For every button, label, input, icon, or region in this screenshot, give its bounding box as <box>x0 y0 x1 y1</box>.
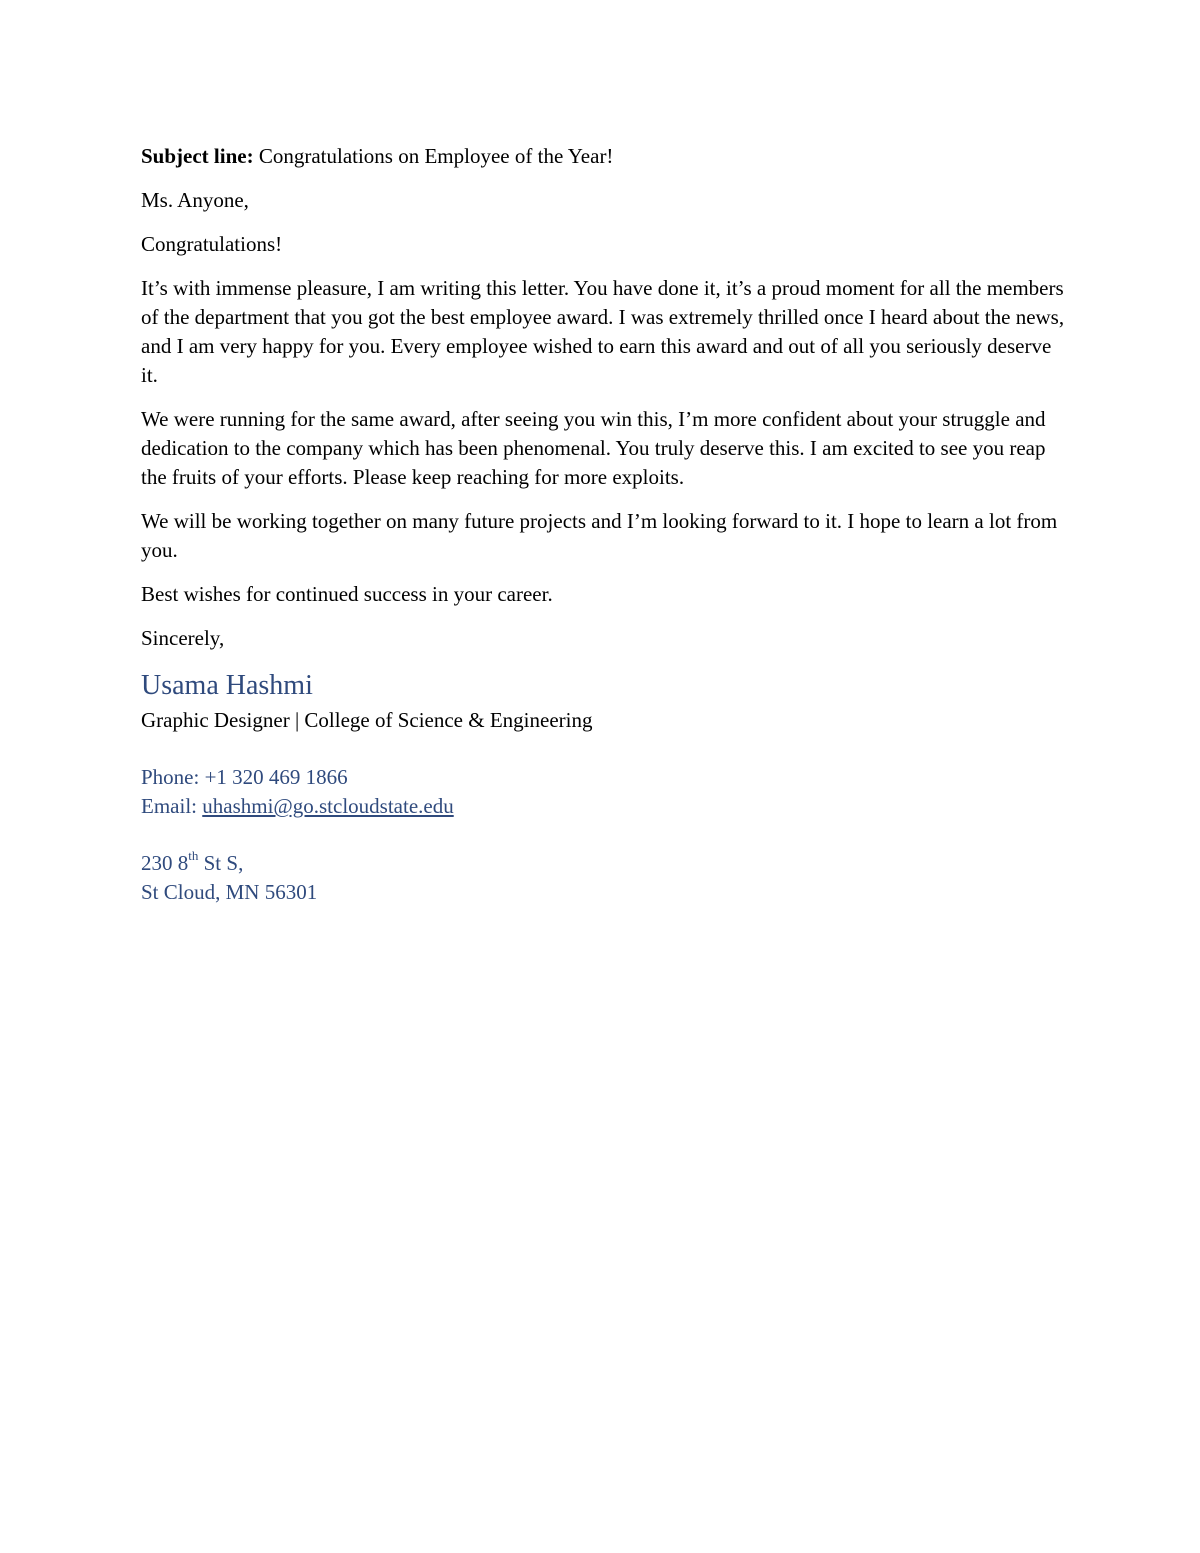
phone-line <box>141 763 1071 792</box>
email-label: Email: <box>141 794 203 818</box>
email-line <box>141 792 1071 821</box>
contact-block <box>141 763 1071 821</box>
phone-label: Phone: <box>141 765 205 789</box>
subject-text: Congratulations on Employee of the Year! <box>253 144 614 168</box>
address-block <box>141 849 1071 907</box>
salutation: Ms. Anyone, <box>141 188 249 212</box>
paragraph-2: We were running for the same award, after seeing you win this, I’m more confident about your struggle and dedication to the company which has been phenomenal. You truly deserve this. I am excited to see you reap the fruits of your efforts. Please keep reaching for more exploits. <box>141 407 1046 489</box>
address-city: St Cloud, MN 56301 <box>141 880 318 904</box>
address-ordinal-suffix: th <box>188 848 199 863</box>
subject-label: Subject line: <box>141 144 254 168</box>
subject-line <box>141 142 1071 171</box>
signature-title: Graphic Designer | College of Science & Engineering <box>141 708 593 732</box>
address-street-number: 230 8 <box>141 851 189 875</box>
signature-name: Usama Hashmi <box>141 670 313 701</box>
address-street <box>141 849 1071 878</box>
paragraph-1: It’s with immense pleasure, I am writing this letter. You have done it, it’s a proud moment for all the members of the department that you got the best employee award. I was extremely thrilled once I heard about the news, and I am very happy for you. Every employee wished to earn this award and out of all you seriously deserve it. <box>141 276 1065 387</box>
address-street-rest: St S, <box>198 851 244 875</box>
paragraph-4: Best wishes for continued success in your career. <box>141 582 553 606</box>
email-link[interactable]: uhashmi@go.stcloudstate.edu <box>202 794 454 818</box>
phone-number: +1 320 469 1866 <box>204 765 348 789</box>
opening-line: Congratulations! <box>141 232 283 256</box>
closing: Sincerely, <box>141 626 225 650</box>
paragraph-3: We will be working together on many future projects and I’m looking forward to it. I hope to learn a lot from you. <box>141 509 1058 562</box>
signature-block <box>141 668 1071 907</box>
letter-body <box>141 142 1071 907</box>
